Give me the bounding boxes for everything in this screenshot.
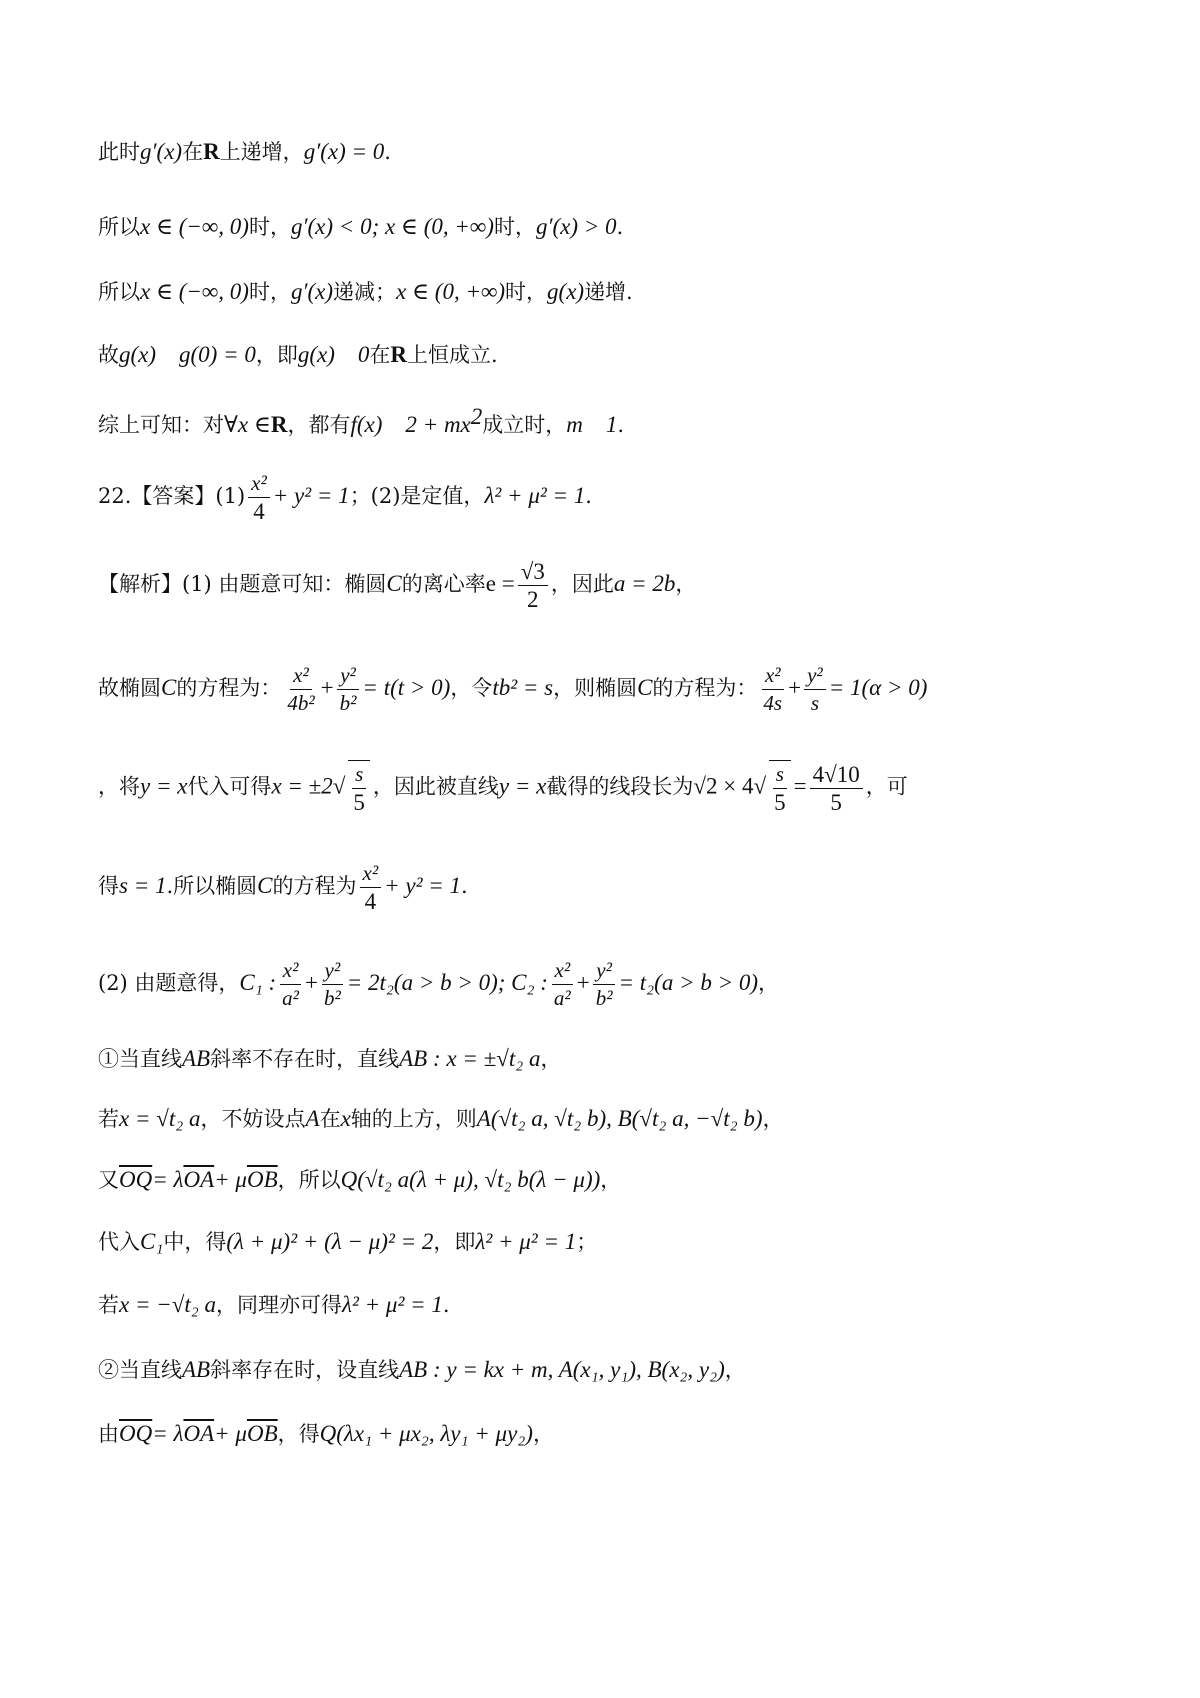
text: 斜率不存在时，直线 bbox=[210, 1047, 400, 1071]
math: A bbox=[305, 1106, 320, 1131]
text-line-3 bbox=[98, 275, 633, 309]
text: ②当直线 bbox=[98, 1358, 182, 1382]
denominator: b² bbox=[323, 986, 341, 1010]
math: g′(x) bbox=[290, 279, 334, 304]
text: .所以椭圆 bbox=[166, 874, 258, 898]
text: ，将 bbox=[98, 774, 140, 799]
text: ， bbox=[724, 1358, 746, 1382]
text: ；(2)是定值， bbox=[349, 484, 485, 508]
analysis-line-8 bbox=[98, 1163, 621, 1197]
math: tb² = s bbox=[492, 675, 554, 700]
math: x ∈ (0, +∞) bbox=[396, 279, 506, 304]
math-bold: R bbox=[203, 139, 220, 164]
fraction bbox=[284, 662, 317, 717]
denominator: b² bbox=[595, 986, 613, 1010]
math: x = −√t₂ a bbox=[119, 1292, 217, 1317]
text-line-1 bbox=[98, 135, 391, 169]
text: 的方程为： bbox=[652, 676, 758, 700]
text-line-2 bbox=[98, 210, 623, 244]
text: . bbox=[461, 874, 468, 898]
math: g(x) bbox=[547, 279, 585, 304]
text: ，即 bbox=[255, 343, 298, 367]
math: g(x) g(0) = 0 bbox=[119, 342, 256, 367]
text: ， bbox=[600, 1168, 622, 1192]
math: g′(x) = 0 bbox=[303, 139, 385, 164]
math: AB : y = kx + m, A(x₁, y₁), B(x₂, y₂) bbox=[399, 1357, 725, 1382]
math: = t(t > 0) bbox=[362, 675, 451, 700]
text: ，即 bbox=[433, 1230, 476, 1254]
math: f(x) 2 + mx bbox=[350, 412, 471, 437]
denominator: a² bbox=[282, 986, 299, 1010]
denominator: 5 bbox=[353, 790, 365, 815]
analysis-line-11 bbox=[98, 1353, 746, 1387]
numerator: x² bbox=[290, 662, 312, 690]
text: 代入 bbox=[98, 1230, 140, 1254]
text: ，不妨设点 bbox=[200, 1107, 306, 1131]
math: s = 1 bbox=[119, 873, 167, 898]
text: 在 bbox=[319, 1107, 341, 1131]
text: 递减； bbox=[333, 280, 397, 304]
math: + bbox=[320, 675, 334, 700]
text: ； bbox=[576, 1230, 598, 1254]
numerator: s bbox=[352, 761, 366, 789]
vector: $\overline{OA}$ bbox=[183, 1421, 215, 1446]
math: λ² + μ² = 1 bbox=[484, 483, 586, 508]
numerator: x² bbox=[552, 957, 574, 985]
math-bold: R bbox=[390, 342, 408, 367]
math: λ² + μ² = 1 bbox=[475, 1229, 577, 1254]
numerator: x² bbox=[280, 957, 302, 985]
text: 代入可得 bbox=[187, 774, 272, 799]
math: A(√t₂ a, √t₂ b), B(√t₂ a, −√t₂ b) bbox=[476, 1106, 763, 1131]
text: 得 bbox=[98, 874, 119, 898]
math: = 1(α > 0) bbox=[828, 675, 928, 700]
denominator: 2 bbox=[527, 587, 539, 612]
math: C₁ bbox=[140, 1229, 164, 1254]
math: λ² + μ² = 1 bbox=[342, 1292, 443, 1317]
denominator: 5 bbox=[830, 789, 842, 815]
vector: $\overline{OB}$ bbox=[246, 1421, 278, 1446]
text: 斜率存在时，设直线 bbox=[210, 1358, 400, 1382]
text: 时， bbox=[248, 280, 291, 304]
fraction bbox=[337, 662, 360, 717]
text: 在 bbox=[182, 140, 204, 164]
denominator: 4b² bbox=[287, 691, 315, 715]
text: 上递增， bbox=[219, 140, 304, 164]
text: ，因此 bbox=[550, 572, 614, 596]
math: + μ bbox=[214, 1421, 247, 1446]
math: x bbox=[340, 1106, 351, 1131]
text: ，所以 bbox=[277, 1168, 341, 1192]
math: m 1 bbox=[566, 412, 618, 437]
math: x = ±2 bbox=[271, 773, 333, 799]
text: 又 bbox=[98, 1168, 119, 1192]
math: + y² = 1 bbox=[272, 483, 350, 508]
denominator: a² bbox=[553, 986, 571, 1010]
analysis-line-4 bbox=[98, 860, 468, 915]
analysis-line-6 bbox=[98, 1042, 561, 1076]
math: Q(√t₂ a(λ + μ), √t₂ b(λ − μ)) bbox=[340, 1167, 601, 1192]
math: AB : x = ±√t₂ a bbox=[399, 1046, 541, 1071]
math: x = √t₂ a bbox=[119, 1106, 201, 1131]
text: 轴的上方，则 bbox=[350, 1107, 477, 1131]
text: ， bbox=[762, 1107, 784, 1131]
math: a = 2b bbox=[613, 571, 676, 596]
math: e = bbox=[485, 571, 515, 596]
text: ，因此被直线 bbox=[372, 774, 499, 799]
text: 故 bbox=[98, 343, 119, 367]
answer-line bbox=[98, 470, 592, 525]
math-bold: R bbox=[270, 412, 288, 437]
text: 由 bbox=[98, 1422, 119, 1446]
math: Q(λx₁ + μx₂, λy₁ + μy₂) bbox=[319, 1421, 533, 1446]
text: . bbox=[617, 413, 625, 437]
denominator: 4 bbox=[364, 889, 377, 914]
text: ， bbox=[758, 971, 780, 995]
text: 22.【答案】(1) bbox=[98, 484, 246, 508]
text: 综上可知：对 bbox=[98, 413, 224, 437]
sqrt-fraction bbox=[769, 760, 791, 816]
math: + y² = 1 bbox=[384, 873, 462, 898]
text: . bbox=[384, 140, 391, 164]
math: y = x bbox=[498, 773, 547, 799]
math: = 2t₂(a > b > 0); C₂ : bbox=[346, 970, 548, 995]
text: ， bbox=[675, 572, 697, 596]
text: 故椭圆 bbox=[98, 676, 161, 700]
math: = λ bbox=[152, 1421, 184, 1446]
text: 【解析】(1) 由题意可知：椭圆 bbox=[98, 572, 387, 596]
fraction bbox=[360, 860, 382, 915]
math: AB bbox=[182, 1357, 211, 1382]
text: ，令 bbox=[450, 676, 493, 700]
text: 的方程为 bbox=[272, 874, 357, 898]
vector: $\overline{OQ}$ bbox=[119, 1167, 153, 1192]
math: g′(x) > 0 bbox=[535, 214, 617, 239]
vector: $\overline{OB}$ bbox=[246, 1167, 278, 1192]
numerator: y² bbox=[322, 957, 344, 985]
text: ，可 bbox=[865, 774, 908, 799]
fraction bbox=[518, 558, 548, 613]
denominator: s bbox=[810, 691, 819, 715]
fraction bbox=[321, 957, 344, 1012]
text: 在 bbox=[369, 343, 391, 367]
text: 时， bbox=[493, 215, 536, 239]
text: ，得 bbox=[277, 1422, 320, 1446]
math: = bbox=[793, 773, 807, 799]
text: 截得的线段长为 bbox=[546, 774, 694, 799]
analysis-line-10 bbox=[98, 1288, 450, 1322]
text: 的方程为： bbox=[176, 676, 282, 700]
text: 若 bbox=[98, 1293, 119, 1317]
math: = t₂(a > b > 0) bbox=[618, 970, 759, 995]
text: ，都有 bbox=[287, 413, 351, 437]
text-line-4 bbox=[98, 338, 498, 372]
denominator: 4 bbox=[253, 499, 265, 524]
math: C bbox=[637, 675, 653, 700]
math: g′(x) bbox=[140, 139, 183, 164]
text: 所以 bbox=[98, 280, 140, 304]
math: + μ bbox=[214, 1167, 247, 1192]
text: 成立时， bbox=[482, 413, 567, 437]
math: AB bbox=[182, 1046, 211, 1071]
text: (2) 由题意得， bbox=[98, 971, 240, 995]
fraction bbox=[804, 662, 826, 717]
numerator: y² bbox=[593, 957, 615, 985]
numerator: 4√10 bbox=[810, 761, 863, 789]
fraction bbox=[551, 957, 574, 1012]
math: g′(x) < 0; x ∈ (0, +∞) bbox=[290, 214, 494, 239]
text: ①当直线 bbox=[98, 1047, 182, 1071]
analysis-line-3: ，将y = x代入可得x = ±2√ $\frac{s}{5}$ ，因此被直线y = x截得的线段长为√2 × 4√ $\frac{s}{5}$ = $\frac{4√10}{5}$ ，可 bbox=[98, 761, 908, 815]
math: C₁ : bbox=[239, 970, 277, 995]
math: = λ bbox=[152, 1167, 184, 1192]
text: 时， bbox=[505, 280, 548, 304]
math: ∀x ∈ bbox=[224, 412, 271, 437]
text: . bbox=[585, 484, 592, 508]
numerator: √3 bbox=[518, 558, 548, 586]
text: ，则椭圆 bbox=[553, 676, 638, 700]
fraction bbox=[593, 957, 616, 1012]
numerator: y² bbox=[804, 662, 826, 690]
fraction bbox=[810, 761, 863, 816]
numerator: x² bbox=[248, 470, 270, 498]
vector: $\overline{OQ}$ bbox=[119, 1421, 153, 1446]
text: 上恒成立. bbox=[407, 343, 498, 367]
analysis-line-5: (2) 由题意得，C₁ : $\frac{\text{x²}}{\text{a²}}$ + $\frac{\text{y²}}{\text{b²}}$ = 2t₂(a > b > 0); C₂ : $\frac{\text{x²}}{\text{a²}}$ + $\frac{\text{y²}}{\text{b²}}$ = t₂(a > b > 0)， bbox=[98, 958, 780, 1010]
fraction bbox=[248, 470, 270, 525]
text: ， bbox=[540, 1047, 562, 1071]
denominator: 4s bbox=[763, 691, 783, 715]
math-sup: 2 bbox=[470, 404, 483, 429]
text: 所以 bbox=[98, 215, 140, 239]
analysis-line-9 bbox=[98, 1225, 597, 1259]
analysis-line-12 bbox=[98, 1417, 554, 1451]
text: ， bbox=[532, 1422, 554, 1446]
analysis-line-7 bbox=[98, 1102, 784, 1136]
math: C bbox=[257, 873, 273, 898]
math: C bbox=[386, 571, 402, 596]
numerator: x² bbox=[762, 662, 784, 690]
text: 中，得 bbox=[163, 1230, 227, 1254]
denominator: 5 bbox=[774, 790, 786, 815]
math: g(x) 0 bbox=[297, 342, 370, 367]
math: C bbox=[161, 675, 177, 700]
text: 的离心率 bbox=[401, 572, 486, 596]
text: ，同理亦可得 bbox=[216, 1293, 343, 1317]
numerator: s bbox=[773, 761, 787, 789]
fraction bbox=[279, 957, 302, 1012]
numerator: x² bbox=[360, 860, 382, 888]
vector: $\overline{OA}$ bbox=[183, 1167, 215, 1192]
text: . bbox=[616, 215, 624, 239]
text: 时， bbox=[248, 215, 291, 239]
math: √2 × 4 bbox=[693, 773, 754, 799]
fraction bbox=[760, 662, 785, 717]
math: x ∈ (−∞, 0) bbox=[140, 279, 249, 304]
math: x ∈ (−∞, 0) bbox=[140, 214, 249, 239]
analysis-line-2: 故椭圆C的方程为： $\frac{\text{x²}}{\text{4b²}}$ + $\frac{\text{y²}}{\text{b²}}$ = t(t > 0)，令tb² = s，则椭圆C的方程为： $\frac{\text{x²}}{4s}$ + $\frac{\text{y²}}{s}$ = 1(α > 0) bbox=[98, 663, 928, 715]
text: 递增. bbox=[584, 280, 633, 304]
analysis-line-1 bbox=[98, 558, 696, 613]
text: . bbox=[442, 1293, 450, 1317]
text: 此时 bbox=[98, 140, 140, 164]
numerator: y² bbox=[337, 662, 359, 690]
math: (λ + μ)² + (λ − μ)² = 2 bbox=[226, 1229, 434, 1254]
sqrt-fraction bbox=[348, 760, 370, 816]
text-line-5 bbox=[98, 400, 624, 442]
text: 若 bbox=[98, 1107, 119, 1131]
denominator: b² bbox=[339, 691, 357, 715]
math: y = x bbox=[140, 773, 188, 799]
